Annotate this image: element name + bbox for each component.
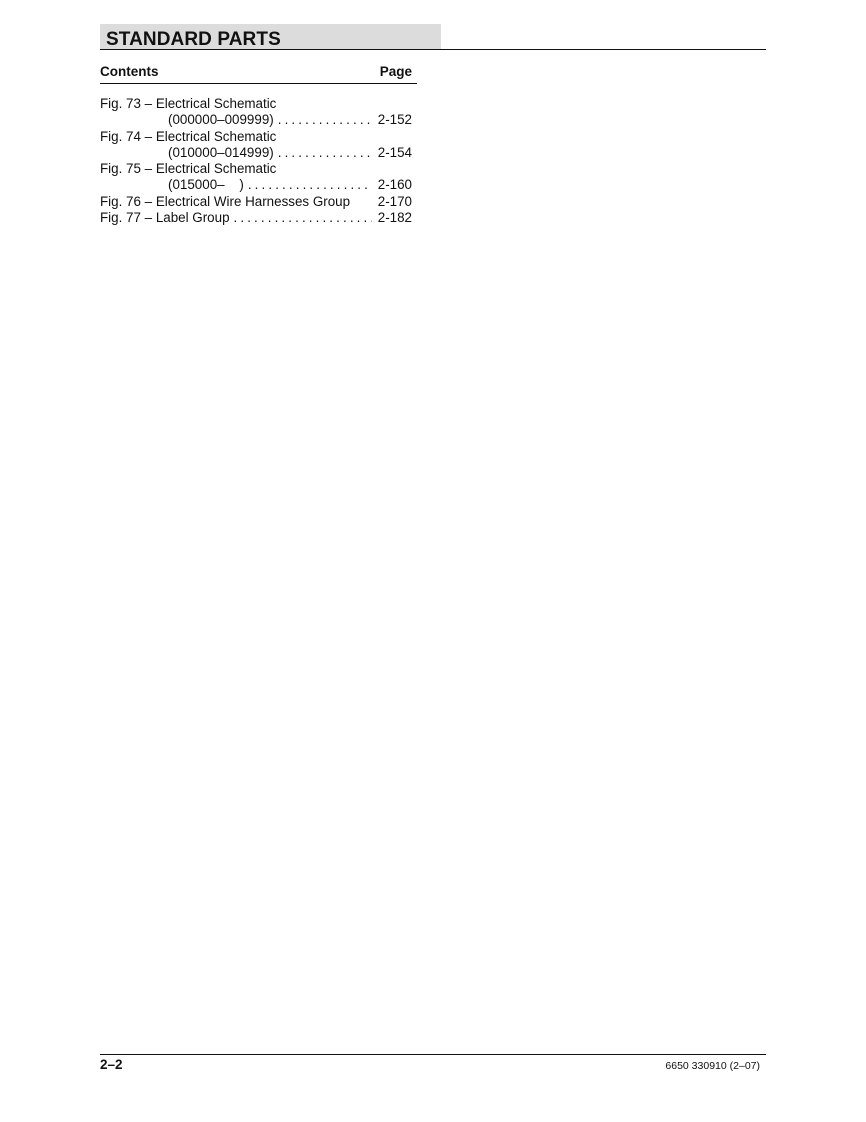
toc-page-number: 2-182 [377, 210, 412, 226]
footer-page-number: 2–2 [100, 1057, 123, 1072]
footer-document-code: 6650 330910 (2–07) [665, 1060, 760, 1072]
toc-page-number: 2-154 [377, 144, 412, 160]
toc-entry-fig-76[interactable] [100, 194, 412, 210]
toc-entry-range-start: (015000– [168, 177, 225, 193]
toc-entry-title: Fig. 73 – Electrical Schematic [100, 96, 277, 111]
dot-leader [234, 210, 372, 226]
contents-column-label: Contents [100, 64, 159, 79]
toc-entry-title: Fig. 75 – Electrical Schematic [100, 161, 277, 177]
dot-leader [248, 177, 372, 193]
toc-entry-title: Fig. 74 – Electrical Schematic [100, 128, 277, 144]
dot-leader [278, 145, 372, 161]
toc-entry-fig-75-range[interactable] [100, 177, 412, 193]
toc-entry-fig-74[interactable] [100, 129, 412, 145]
toc-entry-fig-73[interactable] [100, 96, 412, 112]
toc-entry-fig-74-range[interactable] [100, 145, 412, 161]
toc-entry-title: Fig. 76 – Electrical Wire Harnesses Group [100, 193, 351, 209]
toc-list [100, 96, 412, 226]
section-title: STANDARD PARTS [106, 29, 281, 50]
page-column-label: Page [379, 64, 412, 79]
page-footer [100, 1054, 766, 1077]
table-of-contents [100, 62, 417, 226]
dot-leader [278, 112, 372, 128]
toc-entry-range-end: ) [239, 177, 244, 193]
toc-page-number: 2-152 [377, 112, 412, 128]
toc-entry-title: Fig. 77 – Label Group [100, 210, 230, 226]
toc-entry-fig-77[interactable] [100, 210, 412, 226]
toc-entry-range: (010000–014999) [168, 144, 274, 160]
toc-page-number: 2-160 [377, 177, 412, 193]
contents-header [100, 62, 417, 84]
page-header [100, 24, 766, 51]
toc-entry-range: (000000–009999) [168, 112, 274, 128]
toc-entry-fig-73-range[interactable] [100, 112, 412, 128]
toc-page-number: 2-170 [377, 193, 412, 209]
header-rule [100, 49, 766, 50]
toc-entry-fig-75[interactable] [100, 161, 412, 177]
